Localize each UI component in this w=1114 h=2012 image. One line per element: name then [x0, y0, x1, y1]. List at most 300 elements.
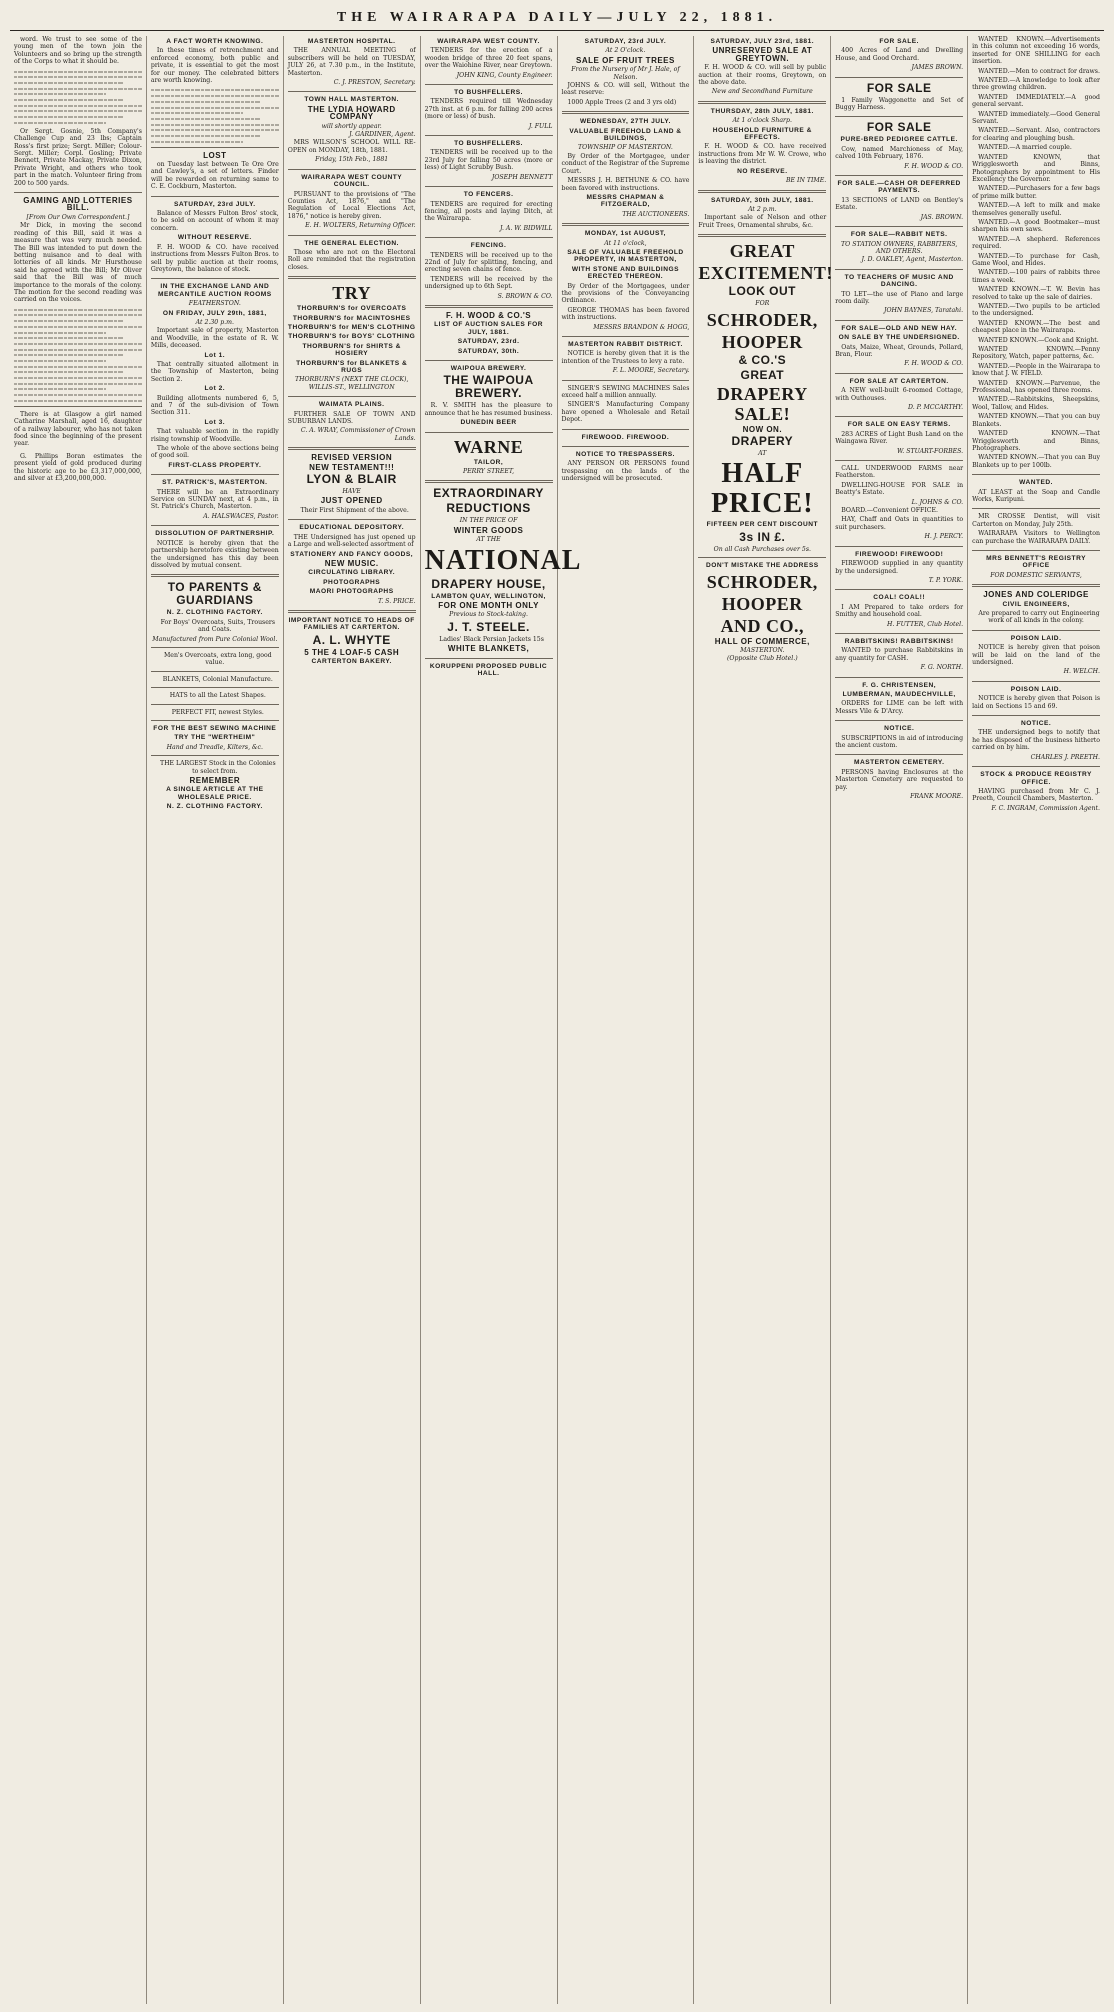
patricks-heading: ST. PATRICK'S, MASTERTON.: [162, 479, 268, 487]
firewood7-text: FIREWOOD supplied in any quantity by the undersigned.: [835, 560, 964, 575]
wc4-heading: WAIRARAPA WEST COUNTY.: [437, 38, 540, 45]
fine-print-line: [14, 88, 142, 90]
valuable-heading: VALUABLE FREEHOLD LAND & BUILDINGS,: [569, 127, 682, 143]
fine-print-line: [14, 371, 124, 373]
fruit-trees-ad: [562, 38, 690, 106]
nz-text2: Manufactured from Pure Colonial Wool.: [152, 635, 278, 643]
divider: [562, 446, 690, 447]
gaming-heading: GAMING AND LOTTERIES BILL.: [23, 196, 133, 213]
singer-ads: [562, 385, 690, 424]
fine-print-line: [14, 349, 142, 351]
hospital-text: THE ANNUAL MEETING of subscribers will be held on TUESDAY, JULY 26, at 7.30 p.m., in the Institute, Masterton.: [287, 47, 416, 77]
hospital-heading: MASTERTON HOSPITAL.: [307, 38, 396, 45]
lot-text: The whole of the above sections being of good soil.: [150, 445, 279, 460]
lot2-heading: Lot 2.: [204, 385, 226, 393]
divider: [288, 519, 416, 520]
column-4: [421, 36, 582, 2004]
divider: [835, 754, 963, 755]
friday-time: At 2.30 p.m.: [195, 318, 234, 326]
mortgage-text: By Order of the Mortgagees, under the provisions of the Conveyancing Ordinance.: [561, 282, 690, 305]
teachers-ad: [835, 274, 963, 315]
divider: [835, 720, 963, 721]
divider: [288, 169, 416, 170]
divider: [288, 91, 416, 92]
singer2-text: SINGER'S Manufacturing Company have opened a Wholesale and Retail Depot.: [561, 401, 690, 424]
at-sub: AT: [758, 449, 767, 457]
wc4-sig: JOHN KING, County Engineer.: [456, 71, 553, 79]
fine-print-line: [14, 93, 106, 95]
freehold-ad: [562, 230, 690, 331]
fine-print-line: [14, 383, 142, 385]
cemetery-ad: [835, 759, 963, 800]
divider: [14, 192, 142, 193]
diss-text: NOTICE is hereby given that the partnership heretofore existing between the undersigned has this day been dissolved by mutual consent.: [150, 539, 279, 569]
divider: [425, 135, 553, 136]
fencing-ad: [425, 242, 553, 300]
lumberman-heading: LUMBERMAN, MAUDECHVILLE,: [842, 690, 956, 698]
christensen-heading: F. G. CHRISTENSEN,: [862, 681, 937, 689]
thorburn-ad: [288, 283, 416, 391]
fine-print-line: [151, 129, 279, 131]
let-sig: JOHN BAYNES, Taratahi.: [883, 307, 964, 315]
divider: [972, 550, 1100, 551]
great2-heading: GREAT: [740, 367, 785, 382]
lot3-heading: Lot 3.: [204, 418, 226, 426]
cemetery-sig: FRANK MOORE.: [910, 793, 964, 801]
column-8: [968, 36, 1104, 2004]
circulating-heading: CIRCULATING LIBRARY.: [308, 569, 396, 577]
wanted-4: WANTED IMMEDIATELY.—A good general servant.: [972, 93, 1100, 109]
registry-heading: MRS BENNETT'S REGISTRY OFFICE: [986, 554, 1086, 570]
trespass-ad: [562, 451, 690, 483]
single-heading: A SINGLE ARTICLE AT THE WHOLESALE PRICE.: [166, 786, 264, 801]
freehold-heading: FIRST-CLASS PROPERTY.: [168, 461, 262, 469]
glasgow-girl: [14, 411, 142, 448]
divider: [562, 380, 690, 381]
for-sub: FOR: [755, 300, 770, 308]
fine-print-line: [14, 343, 142, 345]
be-in-time: BE IN TIME.: [786, 177, 827, 185]
divider: [698, 101, 826, 104]
notice7-text: SUBSCRIPTIONS in aid of introducing the ancient custom.: [835, 734, 964, 749]
masthead: [10, 2, 1104, 31]
wanted-heading: WANTED.: [1019, 479, 1054, 487]
fh-heading: F. H. WOOD & CO.'S: [446, 310, 532, 320]
masthead-title: THE WAIRARAPA DAILY—JULY 22, 1881.: [336, 10, 778, 25]
sewing-heading: FOR THE BEST SEWING MACHINE: [153, 724, 277, 732]
registry-ad: [972, 555, 1100, 579]
drapery6: DRAPERY: [731, 433, 794, 448]
coal-heading: COAL! COAL!!: [873, 594, 926, 602]
fencing-heading: FENCING.: [470, 242, 507, 250]
fifteen: FIFTEEN PER CENT DISCOUNT: [706, 521, 819, 529]
fencing-text: TENDERS will be received up to the 22nd of July for splitting, fencing, and erecting seven chains of fence.: [424, 251, 553, 274]
purebred-sig: F. H. WOOD & CO.: [904, 162, 964, 170]
lot2-text: Building allotments numbered 6, 5, and 7 of the sub-division of Town Section 311.: [150, 394, 279, 417]
drapery-sale: DRAPERY SALE!: [716, 383, 808, 424]
divider: [698, 234, 826, 237]
koruppeni-ad: [425, 663, 553, 678]
election-ad: [288, 240, 416, 272]
divider: [972, 508, 1100, 509]
brewery-text: R. V. SMITH has the pleasure to announce that he has resumed business.: [424, 402, 553, 417]
wanted-3: WANTED.—A knowledge to look after three growing children.: [972, 77, 1100, 92]
wood-text: F. H. WOOD & CO. have received instructions from Messrs Fulton Bros. to sell by public auction at their rooms, Greytown, the balance of stock.: [150, 243, 279, 273]
howard-sig: J. GARDINER, Agent.: [349, 131, 416, 139]
national-heading: NATIONAL: [424, 544, 582, 576]
try-heading: TRY: [332, 283, 372, 304]
gaming-sub: [From Our Own Correspondent.]: [26, 213, 130, 221]
nz-heading: N. Z. CLOTHING FACTORY.: [166, 609, 263, 617]
wanted-21: WANTED KNOWN.—Parvenue, the Professional, has opened three rooms.: [972, 379, 1100, 395]
easy-text: 283 ACRES of Light Bush Land on the Waingawa River.: [835, 430, 964, 446]
divider: [425, 84, 553, 85]
divider: [835, 116, 963, 117]
divider: [835, 633, 963, 634]
fine-print-line: [151, 135, 261, 137]
wanted-soap-ad: [972, 479, 1100, 503]
engineers-ad: [972, 591, 1100, 625]
fh-wood-list: [425, 312, 553, 355]
cemetery-text: PERSONS having Enclosures at the Masterton Cemetery are requested to pay.: [835, 768, 964, 791]
thorburn-6: THORBURN'S for BLANKETS & RUGS: [296, 359, 408, 374]
fine-print-line: [14, 82, 124, 84]
list-heading: LIST OF AUCTION SALES FOR JULY, 1881.: [434, 321, 544, 336]
brewery-ad: [425, 365, 553, 427]
list1: 1 Family Waggonette and Set of Buggy Harness.: [835, 96, 964, 112]
nelson-text: Important sale of Nelson and other Fruit Trees, Ornamental shrubs, &c.: [698, 214, 827, 229]
edu-text: THE Undersigned has just opened up a Large and well-selected assortment of: [287, 533, 416, 549]
divider: [698, 190, 826, 193]
divider: [972, 766, 1100, 767]
divider: [972, 630, 1100, 631]
co-heading: & CO.'S: [738, 352, 787, 367]
lost-ad: [151, 152, 279, 191]
wanted-18: WANTED KNOWN.—Cook and Knight.: [978, 336, 1099, 344]
firewood7-ad: [835, 551, 963, 585]
bush2-text: TENDERS will be received up to the 23rd July for falling 50 acres (more or less) of Light Scrubby Bush.: [424, 149, 553, 172]
column-3: [284, 36, 421, 2004]
bush2-heading: TO BUSHFELLERS.: [454, 140, 524, 148]
men-text: Men's Overcoats, extra long, good value.: [163, 651, 272, 667]
hall-heading: TOWN HALL MASTERTON.: [304, 96, 399, 104]
footer-text: N. Z. CLOTHING FACTORY.: [166, 803, 263, 811]
parents-ad: [151, 581, 279, 810]
jones-heading: JONES AND COLERIDGE: [983, 590, 1089, 600]
warne-heading: WARNE: [453, 436, 524, 457]
brewery-heading: THE WAIPOUA BREWERY.: [443, 373, 534, 401]
rabbitskins-heading: RABBITSKINS! RABBITSKINS!: [844, 637, 954, 645]
wanted-24: WANTED KNOWN.—That Wrigglesworth and Binns, Photographers.: [972, 430, 1100, 452]
fine-print-line: [14, 314, 142, 316]
wanted-13: WANTED.—To purchase for Cash, Game Wool, and Hides.: [972, 252, 1100, 267]
coal-sig: H. FUTTER, Club Hotel.: [886, 620, 964, 628]
notice8-ad: [972, 720, 1100, 761]
divider: [835, 546, 963, 547]
wc-heading: WAIRARAPA WEST COUNTY COUNCIL.: [301, 173, 403, 189]
dunedin-heading: DUNEDIN BEER: [460, 419, 517, 427]
valuable-land-ad: [562, 118, 690, 218]
reserve-heading: WITHOUT RESERVE.: [177, 234, 252, 242]
great-heading: GREAT: [729, 241, 795, 262]
fine-print-line: [151, 107, 279, 109]
poison-heading: POISON LAID.: [1010, 634, 1062, 642]
teachers-heading: TO TEACHERS OF MUSIC AND DANCING.: [844, 273, 954, 289]
hall-commerce: HALL OF COMMERCE,: [714, 636, 810, 646]
brandon-sig: MESSRS BRANDON & HOGG,: [593, 323, 690, 331]
easy-sig: W. STUART-FORBES.: [897, 447, 964, 455]
divider: [151, 525, 279, 526]
at-the: AT THE: [476, 536, 501, 544]
fine-print-line: [14, 71, 142, 73]
divider: [425, 432, 553, 433]
maori-sig: T. S. PRICE.: [378, 597, 416, 605]
fine-print-line: [14, 332, 106, 334]
fine-print-line: [14, 76, 142, 78]
rabbit7-sig: J. D. OAKLEY, Agent, Masterton.: [861, 256, 964, 264]
plains-sig: C. A. WRAY, Commissioner of Crown Lands.: [300, 427, 416, 442]
dont-mistake: DON'T MISTAKE THE ADDRESS: [706, 562, 819, 570]
bush-heading: TO BUSHFELLERS.: [454, 89, 524, 97]
wanted-17: WANTED KNOWN.—The best and cheapest place in the Wairarapa.: [972, 319, 1100, 335]
bush2-ad: [425, 140, 553, 181]
bakery-heading: CARTERTON BAKERY.: [311, 658, 392, 666]
column-6: [694, 36, 831, 2004]
divider: [425, 360, 553, 361]
important-heading: IMPORTANT NOTICE TO HEADS OF FAMILIES AT CARTERTON.: [288, 616, 415, 632]
fine-print-line: [14, 110, 142, 112]
plains-heading: WAIMATA PLAINS.: [318, 401, 385, 409]
sat30-heading: SATURDAY, 30th.: [457, 347, 520, 355]
monday-time: At 11 o'clock,: [604, 239, 647, 247]
price-lines: Ladies' Black Persian Jackets 15s: [439, 635, 544, 643]
text-filler: [14, 71, 142, 124]
testament-heading: NEW TESTAMENT!!!: [309, 462, 395, 472]
firewood7-sig: T. P. YORK.: [928, 576, 964, 584]
fine-print-line: [151, 141, 243, 143]
thorburn-4: THORBURN'S for BOYS' CLOTHING: [288, 333, 416, 341]
oats-text: Oats, Maize, Wheat, Grounds, Pollard, Bran, Flour.: [835, 343, 964, 358]
maori-heading: MAORI PHOTOGRAPHS: [309, 588, 394, 596]
wanted-16: WANTED.—Two pupils to be articled to the undersigned.: [972, 303, 1100, 318]
call-text: CALL UNDERWOOD FARMS near Featherston.: [835, 465, 964, 480]
wanted-10: WANTED.—A left to milk and make themselves generally useful.: [972, 202, 1100, 217]
bush-sig: J. FULL: [528, 122, 553, 130]
divider: [562, 223, 690, 226]
divider: [151, 196, 279, 197]
fine-print-line: [14, 116, 124, 118]
schroder-ad: [698, 241, 833, 663]
divider: [151, 671, 279, 672]
fine-print-line: [14, 354, 124, 356]
reductions-heading: REDUCTIONS: [446, 501, 531, 516]
look-out: LOOK OUT: [728, 284, 796, 299]
hospital-sig: C. J. PRESTON, Secretary.: [333, 79, 416, 87]
thorburn-3: THORBURN'S for MEN'S CLOTHING: [287, 323, 416, 331]
divider: [835, 677, 963, 678]
new-house-sig: D. P. MCCARTHY.: [908, 404, 964, 411]
sat23-heading: SATURDAY, 23rd.: [457, 338, 520, 346]
firewood5-ad: [562, 434, 690, 441]
rabbit-heading: MASTERTON RABBIT DISTRICT.: [568, 341, 683, 348]
purebred-heading: PURE-BRED PEDIGREE CATTLE.: [840, 136, 958, 144]
rabbit7-text: TO STATION OWNERS, RABBITERS, AND OTHERS.: [841, 240, 958, 255]
divider: [835, 269, 963, 270]
lyon-text2: Their First Shipment of the above.: [300, 506, 409, 514]
easy-heading: FOR SALE ON EASY TERMS.: [847, 421, 951, 429]
easy-terms-ad: [835, 421, 963, 455]
firewood7-heading: FIREWOOD! FIREWOOD!: [855, 550, 944, 558]
cash-deferred-ad: [835, 180, 963, 221]
bakery-ad: [288, 617, 416, 666]
election-heading: THE GENERAL ELECTION.: [304, 239, 399, 247]
sale7-text: 400 Acres of Land and Dwelling House, and Good Orchard.: [835, 47, 964, 62]
educational-ad: [288, 524, 416, 605]
sale-valuable: SALE OF VALUABLE FREEHOLD PROPERTY, IN MASTERTON,: [567, 248, 684, 264]
bread-heading: 5 THE 4 LOAF-5 CASH: [304, 647, 400, 657]
divider: [835, 175, 963, 176]
revised-heading: REVISED VERSION: [311, 453, 393, 463]
one-month: FOR ONE MONTH ONLY: [438, 601, 539, 611]
lead-text: word. We trust to see some of the young men of the town join the Volunteers and so bring up the strength of the Corps to what it should be.: [14, 36, 142, 66]
wanted-26: AT LEAST at the Soap and Candle Works, Kuripuni.: [972, 488, 1100, 503]
remember-heading: REMEMBER: [189, 776, 241, 785]
rabbitskins-sig: F. G. NORTH.: [920, 664, 964, 672]
lyon-text: JUST OPENED: [320, 496, 383, 506]
coal-text: I AM Prepared to take orders for Smithy and household coal.: [835, 603, 964, 619]
fine-print-line: [14, 99, 124, 101]
fine-print-line: [14, 105, 142, 107]
gaming-bill: [14, 197, 142, 304]
auctioneers-sig: THE AUCTIONEERS.: [622, 210, 690, 218]
divider: [288, 276, 416, 279]
hand-text: Hand and Treadle, Kilters, &c.: [166, 743, 263, 751]
wanted-28: WAIRARAPA Visitors to Wellington can purchase the WAIRARAPA DAILY.: [972, 530, 1100, 545]
blankets-heading: WHITE BLANKETS,: [447, 644, 530, 654]
undersigned: ON SALE BY THE UNDERSIGNED.: [838, 334, 960, 342]
lot3-text: That valuable section in the rapidly rising township of Woodville.: [150, 428, 279, 443]
music-heading: NEW MUSIC.: [324, 558, 379, 568]
divider: [425, 658, 553, 659]
fruit-text: JOHNS & CO. will sell, Without the least reserve:: [561, 82, 690, 97]
township-sub: TOWNSHIP OF MASTERTON.: [577, 144, 673, 152]
cash-text: 13 SECTIONS of LAND on Bentley's Estate.: [835, 196, 964, 212]
valuable-text: By Order of the Mortgagee, under conduct of the Registrar of the Supreme Court.: [561, 152, 690, 175]
sat6-heading: SATURDAY, JULY 23rd, 1881.: [710, 38, 815, 45]
fencers-heading: TO FENCERS.: [463, 191, 514, 199]
poison-sig: H. WELCH.: [1063, 668, 1100, 676]
for-sale3: FOR SALE: [866, 120, 932, 135]
poison2-ad: [972, 686, 1100, 710]
board-text: BOARD.—Convenient OFFICE.: [841, 507, 938, 515]
thorburn-address: THORBURN'S (NEXT THE CLOCK), WILLIS-ST., WELLINGTON: [294, 376, 409, 391]
wanted-15: WANTED KNOWN.—T. W. Bevin has resolved to take up the sale of dairies.: [972, 286, 1100, 301]
bush2-sig: JOSEPH BENNETT: [491, 173, 553, 181]
fine-print-line: [14, 400, 142, 402]
warne-ad: [425, 437, 553, 476]
waipoua-heading: WAIPOUA BREWERY.: [450, 365, 527, 372]
stationery-heading: STATIONERY AND FANCY GOODS,: [290, 550, 414, 558]
divider: [425, 305, 553, 308]
cash-sig: JAS. BROWN.: [920, 213, 964, 221]
sat5-time: At 2 O'clock.: [605, 47, 646, 55]
household-text: F. H. WOOD & CO. have received instructions from Mr W. W. Crowe, who is leaving the district.: [698, 143, 827, 166]
divider: [698, 557, 826, 558]
domestic-sub: FOR DOMESTIC SERVANTS,: [990, 571, 1082, 579]
divider: [288, 235, 416, 236]
plains-ad: [288, 401, 416, 442]
wanted-7: WANTED.—A married couple.: [978, 144, 1072, 152]
fine-print-line: [14, 320, 124, 322]
fine-print-line: [151, 101, 261, 103]
patricks-text: THERE will be an Extraordinary Service on SUNDAY next, at 4 p.m., in St. Patrick's Church, Masterton.: [150, 488, 279, 511]
columns-container: [10, 36, 1104, 2004]
extraord-heading: EXTRAORDINARY: [433, 486, 544, 501]
divider: [562, 429, 690, 430]
monday-heading: MONDAY, 1st AUGUST,: [584, 230, 667, 238]
rabbit-sig: F. L. MOORE, Secretary.: [612, 367, 690, 375]
dwelling-text: DWELLING-HOUSE FOR SALE in Beatty's Estate.: [835, 481, 964, 497]
divider: [562, 336, 690, 337]
whyte-heading: A. L. WHYTE: [312, 632, 391, 647]
rabbitskins-ad: [835, 638, 963, 672]
fine-print-line: [14, 360, 106, 362]
hats-text: HATS to all the Latest Shapes.: [169, 692, 266, 700]
lambton-heading: LAMBTON QUAY, WELLINGTON,: [431, 592, 546, 600]
sale-carterton: FOR SALE AT CARTERTON.: [849, 377, 949, 385]
dwelling-sig: L. JOHNS & CO.: [911, 498, 964, 506]
tailor-heading: TAILOR,: [473, 458, 504, 466]
parents-heading: TO PARENTS & GUARDIANS: [167, 580, 262, 608]
bush-text: TENDERS required till Wednesday 27th inst. at 6 p.m. for falling 200 acres (more or less) of bush.: [424, 98, 553, 121]
plains-text: FURTHER SALE OF TOWN AND SUBURBAN LANDS.: [287, 410, 416, 426]
wednesday-heading: WEDNESDAY, 27TH JULY.: [579, 118, 671, 126]
wanted-25: WANTED KNOWN.—That you can Buy Blankets up to per 100lb.: [972, 454, 1100, 469]
divider: [288, 610, 416, 613]
fine-print-line: [14, 366, 142, 368]
divider: [151, 704, 279, 705]
poison2-heading: POISON LAID.: [1010, 685, 1062, 693]
steele-heading: J. T. STEELE.: [447, 619, 530, 634]
fine-print-line: [14, 309, 142, 311]
three: 3s IN £.: [739, 529, 786, 544]
divider: [835, 77, 963, 78]
hay-text: HAY, Chaff and Oats in quantities to suit purchasers.: [835, 516, 964, 531]
schroder2: SCHRODER,: [706, 571, 818, 592]
lyon-heading: LYON & BLAIR: [306, 472, 397, 487]
lot1-heading: Lot 1.: [204, 351, 226, 359]
fine-print-line: [151, 124, 279, 126]
divider: [425, 186, 553, 187]
hooper-heading: HOOPER: [721, 331, 803, 352]
lead-article: [14, 36, 142, 66]
singer1-text: SINGER'S SEWING MACHINES Sales exceed half a million annually.: [561, 384, 690, 400]
fruit-heading: SALE OF FRUIT TREES: [576, 55, 675, 65]
trespass-heading: NOTICE TO TRESPASSERS.: [575, 451, 675, 459]
divider: [972, 715, 1100, 716]
schroder-heading: SCHRODER,: [706, 309, 818, 330]
household-heading: HOUSEHOLD FURNITURE & EFFECTS.: [712, 126, 812, 142]
cash-heading: FOR SALE.—CASH OR DEFERRED PAYMENTS.: [837, 180, 961, 195]
divider: [972, 584, 1100, 587]
fact-ad: [151, 38, 279, 84]
hospital-ad: [288, 38, 416, 86]
civil-text: Are prepared to carry out Engineering work of all kinds in the colony.: [978, 610, 1100, 625]
divider: [151, 474, 279, 475]
poison2-text: NOTICE is hereby given that Poison is laid on Sections 15 and 69.: [972, 695, 1100, 710]
no-reserve: NO RESERVE.: [737, 167, 788, 175]
divider: [151, 147, 279, 148]
